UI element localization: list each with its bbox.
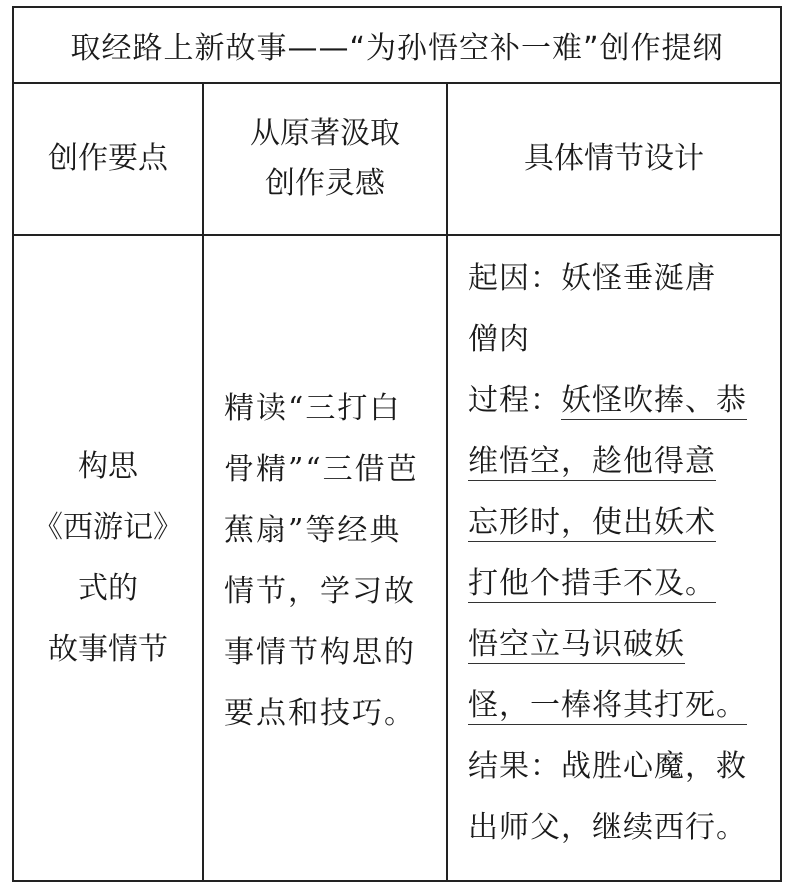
text-line: 僧肉 (468, 322, 530, 357)
text-line: 事情节构思的 (224, 635, 416, 670)
table-title: 取经路上新故事——“为孙悟空补一难”创作提纲 (70, 31, 724, 66)
underlined-text: 打他个措手不及。 (468, 566, 716, 601)
text-line: 结果：战胜心魔，救 (468, 749, 747, 784)
header-inspiration (204, 84, 446, 234)
text-line (468, 614, 768, 675)
header-creative-points (14, 84, 202, 234)
underlined-text: 怪，一棒将其打死。 (468, 688, 747, 723)
text-line: 起因：妖怪垂涎唐 (468, 261, 716, 296)
text-line: 故事情节 (48, 632, 168, 667)
underlined-text: 悟空立马识破妖 (468, 627, 685, 662)
text-line: 情节，学习故 (224, 574, 416, 609)
text-line (468, 675, 768, 736)
text-line (468, 431, 768, 492)
header-plot-design (448, 84, 780, 234)
header-col2-line: 创作灵感 (265, 166, 385, 201)
cell-plot-design (468, 248, 768, 858)
text-line (468, 553, 768, 614)
text-line: 蕉扇”等经典 (224, 513, 402, 548)
text-line: 《西游记》 (33, 510, 183, 545)
underlined-text: 维悟空，趁他得意 (468, 444, 716, 479)
header-col1-text: 创作要点 (48, 141, 168, 176)
text-line: 式的 (78, 571, 138, 606)
text-line: 出师父，继续西行。 (468, 810, 747, 845)
underlined-text: 忘形时，使出妖术 (468, 505, 716, 540)
text-line (468, 492, 768, 553)
underlined-text: 妖怪吹捧、恭 (561, 383, 747, 418)
cell-inspiration (224, 378, 434, 744)
text-line: 精读“三打白 (224, 391, 402, 426)
header-col3-text: 具体情节设计 (524, 141, 704, 176)
cell-creative-points (14, 236, 202, 880)
header-col2-line: 从原著汲取 (250, 116, 400, 151)
text-line: 骨精”“三借芭 (224, 452, 419, 487)
text-line: 构思 (78, 449, 138, 484)
text-line: 要点和技巧。 (224, 696, 416, 731)
text-line: 过程：妖怪吹捧、恭 (468, 383, 747, 418)
